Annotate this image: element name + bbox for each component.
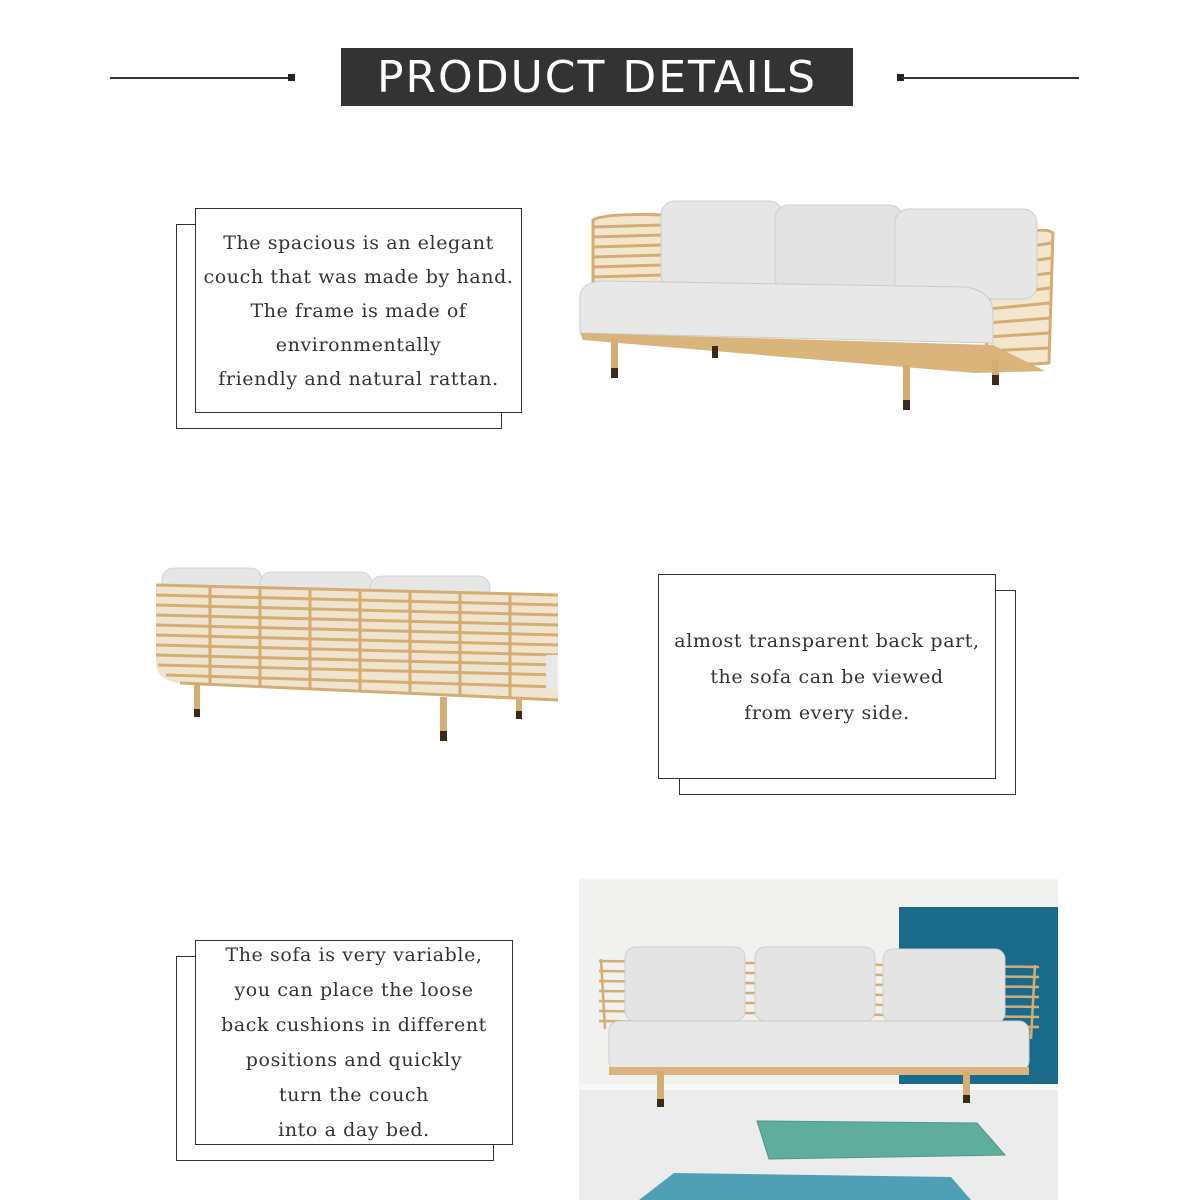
section-1-line: The spacious is an elegant (223, 231, 494, 254)
section-1-line: couch that was made by hand. (203, 265, 514, 288)
section-3-line: turn the couch (279, 1083, 429, 1106)
section-1-line: friendly and natural rattan. (218, 367, 499, 390)
section-3-line: The sofa is very variable, (225, 943, 483, 966)
section-2-textbox (658, 574, 996, 779)
section-2-line: from every side. (744, 701, 910, 724)
header-left-square (288, 74, 295, 81)
section-3-textbox (195, 940, 513, 1145)
section-3-line: you can place the loose (234, 978, 474, 1001)
section-2-line: almost transparent back part, (674, 629, 980, 652)
sofa-front-view-image (575, 195, 1065, 415)
page-title: PRODUCT DETAILS (341, 48, 853, 106)
section-3-line: positions and quickly (245, 1048, 463, 1071)
section-3-line: back cushions in different (221, 1013, 487, 1036)
section-2-line: the sofa can be viewed (710, 665, 944, 688)
section-1-line: environmentally (275, 333, 442, 356)
section-1-line: The frame is made of (250, 299, 467, 322)
sofa-room-scene-image (579, 879, 1058, 1200)
section-1-textbox (195, 208, 522, 413)
section-3-line: into a day bed. (278, 1118, 430, 1141)
header-left-rule (110, 77, 292, 79)
header-right-rule (902, 77, 1079, 79)
sofa-back-view-image (150, 565, 565, 745)
